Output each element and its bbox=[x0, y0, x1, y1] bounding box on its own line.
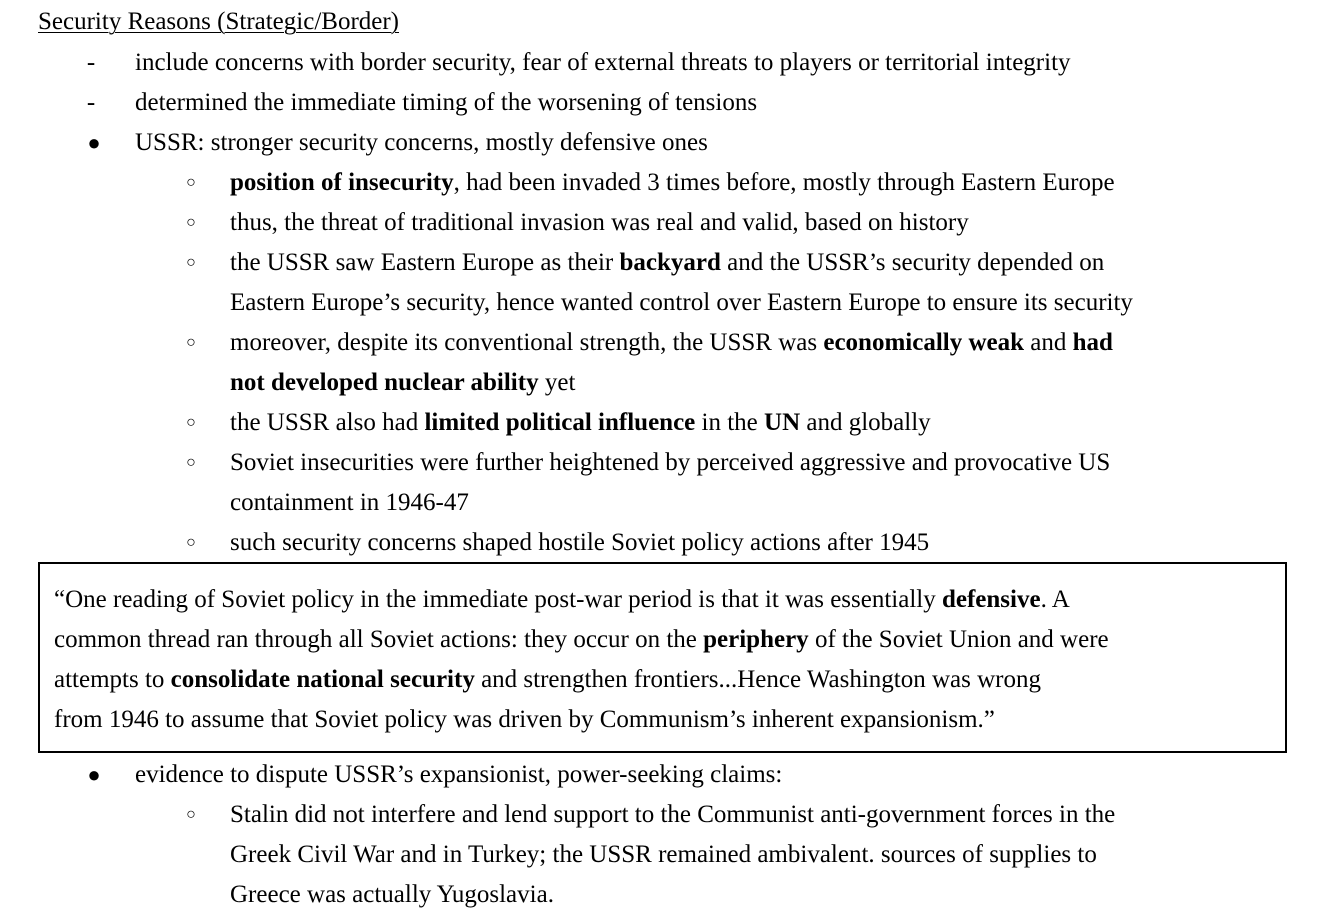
text: and bbox=[1024, 329, 1073, 356]
sub-item: such security concerns shaped hostile Soviet policy actions after 1945 bbox=[230, 529, 930, 556]
sub-item: Stalin did not interfere and lend support to the Communist anti-government forces in the bbox=[230, 801, 1116, 828]
sub-item-continuation bbox=[230, 363, 575, 403]
sub-item-continuation: containment in 1946-47 bbox=[230, 489, 469, 516]
text: of the Soviet Union and were bbox=[808, 626, 1109, 653]
sub-item bbox=[230, 403, 931, 443]
hollow-bullet-icon: ○ bbox=[186, 214, 196, 231]
sub-item-continuation: Greek Civil War and in Turkey; the USSR remained ambivalent. sources of supplies to bbox=[230, 841, 1097, 868]
quote-line bbox=[54, 620, 1109, 660]
text: and strengthen frontiers...Hence Washington was wrong bbox=[474, 666, 1041, 693]
bullet-item-evidence: evidence to dispute USSR’s expansionist, power-seeking claims: bbox=[135, 761, 783, 788]
quote-line bbox=[54, 660, 1041, 700]
filled-bullet-icon: ● bbox=[87, 762, 101, 787]
bold-text: had bbox=[1072, 329, 1113, 356]
bold-text: periphery bbox=[703, 626, 809, 653]
text: and globally bbox=[800, 409, 931, 436]
quote-line bbox=[54, 580, 1070, 620]
dash-item: include concerns with border security, fear of external threats to players or territorial integrity bbox=[135, 49, 1071, 76]
hollow-bullet-icon: ○ bbox=[186, 334, 196, 351]
dash-bullet-icon: - bbox=[86, 49, 96, 76]
bold-text: limited political influence bbox=[424, 409, 696, 436]
dash-item: determined the immediate timing of the worsening of tensions bbox=[135, 89, 758, 116]
bold-text: not developed nuclear ability bbox=[230, 369, 539, 396]
sub-item: thus, the threat of traditional invasion was real and valid, based on history bbox=[230, 209, 969, 236]
text: “One reading of Soviet policy in the immediate post-war period is that it was essentially bbox=[54, 586, 942, 613]
bold-text: consolidate national security bbox=[170, 666, 475, 693]
bold-text: backyard bbox=[619, 249, 721, 276]
text: yet bbox=[538, 369, 576, 396]
quote-box bbox=[38, 562, 1287, 753]
hollow-bullet-icon: ○ bbox=[186, 414, 196, 431]
sub-item-continuation: Greece was actually Yugoslavia. bbox=[230, 881, 554, 908]
sub-item: Soviet insecurities were further heightened by perceived aggressive and provocative US bbox=[230, 449, 1111, 476]
sub-item-continuation: Eastern Europe’s security, hence wanted control over Eastern Europe to ensure its security bbox=[230, 289, 1133, 316]
sub-item bbox=[230, 163, 1115, 203]
text: and the USSR’s security depended on bbox=[720, 249, 1105, 276]
text: in the bbox=[695, 409, 765, 436]
bullet-item-ussr: USSR: stronger security concerns, mostly defensive ones bbox=[135, 129, 708, 156]
hollow-bullet-icon: ○ bbox=[186, 174, 196, 191]
dash-bullet-icon: - bbox=[86, 89, 96, 116]
text: , had been invaded 3 times before, mostly through Eastern Europe bbox=[453, 169, 1115, 196]
bold-text: economically weak bbox=[823, 329, 1025, 356]
text: common thread ran through all Soviet actions: they occur on the bbox=[54, 626, 704, 653]
text: the USSR saw Eastern Europe as their bbox=[230, 249, 620, 276]
text: attempts to bbox=[54, 666, 171, 693]
quote-line: from 1946 to assume that Soviet policy was driven by Communism’s inherent expansionism.” bbox=[54, 706, 995, 733]
text: moreover, despite its conventional strength, the USSR was bbox=[230, 329, 824, 356]
section-heading: Security Reasons (Strategic/Border) bbox=[38, 8, 400, 35]
text: . A bbox=[1040, 586, 1070, 613]
bold-text: UN bbox=[764, 409, 801, 436]
bold-text: position of insecurity bbox=[230, 169, 454, 196]
hollow-bullet-icon: ○ bbox=[186, 254, 196, 271]
text: the USSR also had bbox=[230, 409, 425, 436]
sub-item bbox=[230, 243, 1104, 283]
sub-item bbox=[230, 323, 1113, 363]
hollow-bullet-icon: ○ bbox=[186, 534, 196, 551]
bold-text: defensive bbox=[941, 586, 1041, 613]
hollow-bullet-icon: ○ bbox=[186, 454, 196, 471]
filled-bullet-icon: ● bbox=[87, 130, 101, 155]
hollow-bullet-icon: ○ bbox=[186, 806, 196, 823]
